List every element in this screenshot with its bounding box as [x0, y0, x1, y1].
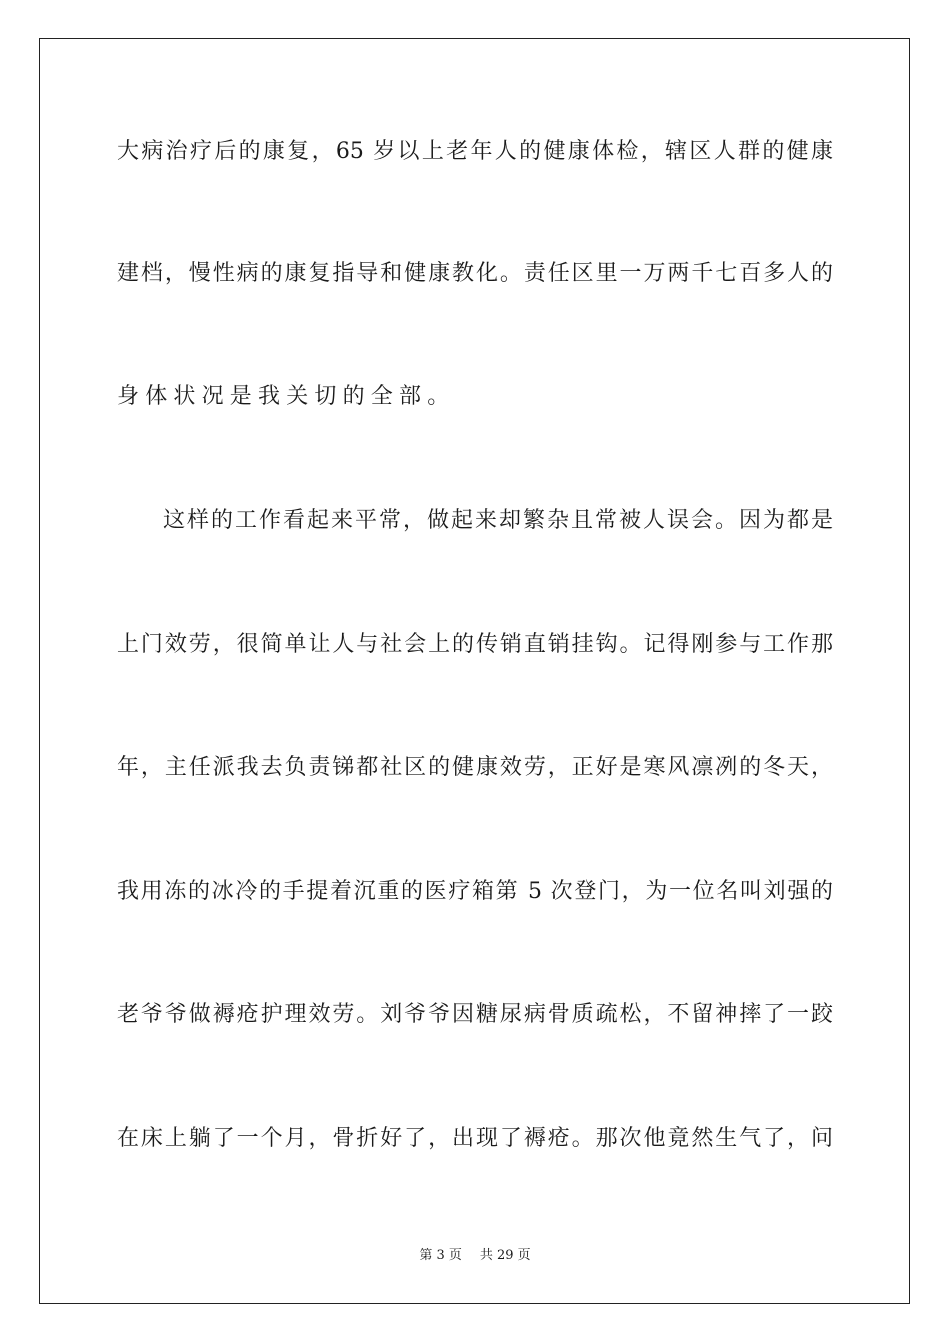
page-border [39, 38, 910, 1304]
page-footer [0, 1247, 950, 1265]
page-number: 第 3 页 [419, 1248, 462, 1263]
body-line-3: 身体状况是我关切的全部。 [117, 384, 456, 409]
body-line-8: 老爷爷做褥疮护理效劳。刘爷爷因糖尿病骨质疏松，不留神摔了一跤 [117, 1002, 833, 1027]
body-line-2: 建档，慢性病的康复指导和健康教化。责任区里一万两千七百多人的 [117, 261, 833, 286]
body-line-4: 这样的工作看起来平常，做起来却繁杂且常被人误会。因为都是 [163, 508, 833, 533]
body-line-5: 上门效劳，很简单让人与社会上的传销直销挂钩。记得刚参与工作那 [117, 632, 833, 657]
body-line-9: 在床上躺了一个月，骨折好了，出现了褥疮。那次他竟然生气了，问 [117, 1126, 833, 1151]
body-line-6: 年，主任派我去负责锑都社区的健康效劳，正好是寒风凛冽的冬天， [117, 755, 833, 780]
body-line-7: 我用冻的冰冷的手提着沉重的医疗箱第 5 次登门，为一位名叫刘强的 [117, 879, 833, 904]
page-total: 共 29 页 [479, 1248, 531, 1263]
body-line-1: 大病治疗后的康复，65 岁以上老年人的健康体检，辖区人群的健康 [117, 139, 833, 164]
